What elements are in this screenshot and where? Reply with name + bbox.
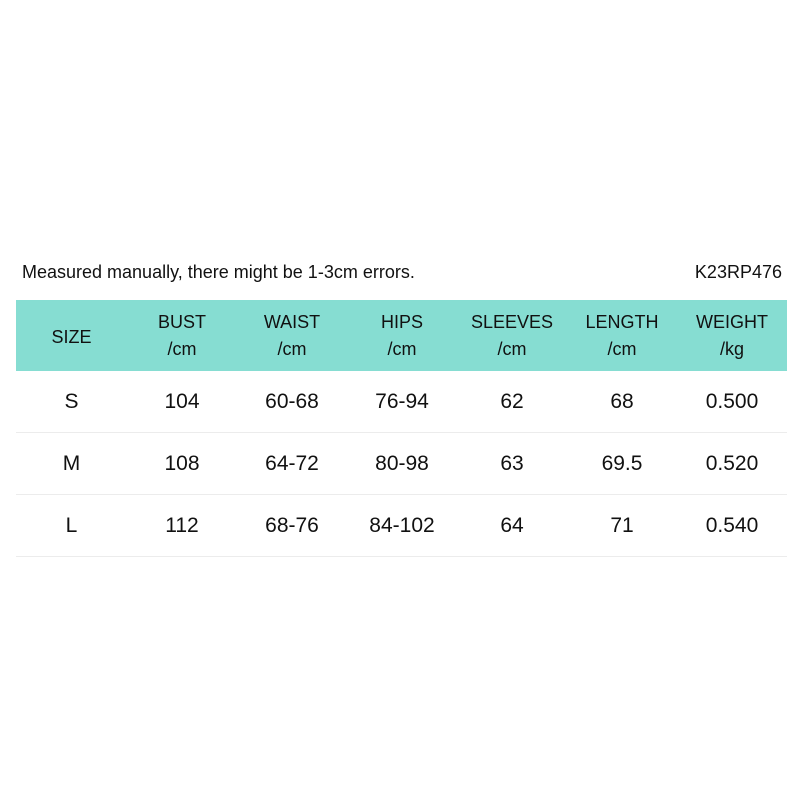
header-hips [347,300,457,371]
cell-bust: 108 [164,451,200,475]
cell-length: 69.5 [601,451,643,475]
cell-weight: 0.520 [705,451,759,475]
header-waist [237,300,347,371]
table-row [16,495,787,557]
header-sleeves-unit: /cm [497,338,527,359]
cell-bust: 112 [165,513,199,537]
cell-length: 68 [610,389,634,413]
header-length-unit: /cm [607,338,637,359]
table-row [16,371,787,433]
header-length [567,300,677,371]
size-chart-table [16,300,787,557]
cell-waist: 64-72 [265,451,319,475]
header-waist-unit: /cm [277,338,307,359]
table-row [16,433,787,495]
header-weight-unit: /kg [719,338,744,359]
header-hips-label: HIPS [380,311,423,332]
cell-waist: 68-76 [265,513,319,537]
measurement-note: Measured manually, there might be 1-3cm errors. [22,262,415,282]
header-waist-label: WAIST [263,311,321,332]
header-size [16,300,127,371]
header-bust-label: BUST [157,311,206,332]
header-weight-label: WEIGHT [696,311,768,332]
header-bust-unit: /cm [167,338,197,359]
cell-size: S [64,389,79,413]
cell-hips: 76-94 [375,389,429,413]
cell-hips: 80-98 [375,451,429,475]
cell-weight: 0.540 [705,513,759,537]
cell-length: 71 [610,513,634,537]
cell-sleeves: 62 [500,389,524,413]
cell-sleeves: 64 [500,513,524,537]
table-header-row [16,300,787,371]
cell-size: M [62,451,81,475]
cell-bust: 104 [164,389,200,413]
cell-sleeves: 63 [500,451,524,475]
header-sleeves [457,300,567,371]
header-length-label: LENGTH [585,311,659,332]
header-bust [127,300,237,371]
product-code: K23RP476 [694,262,782,282]
header-sleeves-label: SLEEVES [470,311,554,332]
header-size-label: SIZE [51,326,92,347]
header-hips-unit: /cm [387,338,417,359]
cell-size: L [65,513,78,537]
header-weight [677,300,787,371]
cell-weight: 0.500 [705,389,759,413]
cell-hips: 84-102 [369,513,435,537]
cell-waist: 60-68 [265,389,319,413]
